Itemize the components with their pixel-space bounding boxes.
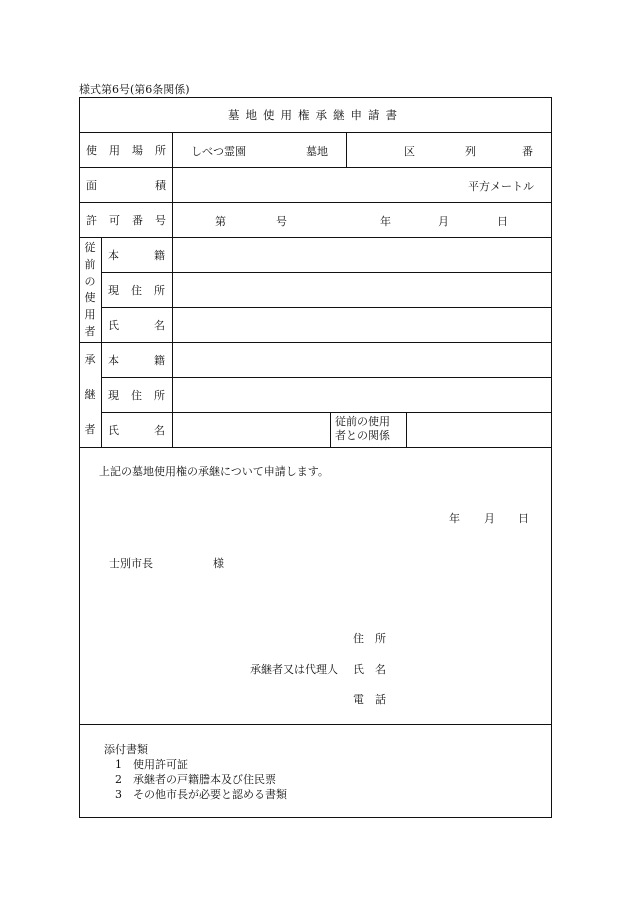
rule-relation-left xyxy=(330,412,331,447)
label-char: 氏 xyxy=(108,318,119,332)
cemetery-name: しべつ霊園 xyxy=(191,145,246,158)
label-char: 名 xyxy=(154,423,165,437)
permit-label-char: 番 xyxy=(132,213,143,227)
relation-label-line1: 従前の使用 xyxy=(335,415,390,428)
retsu-label: 列 xyxy=(465,145,476,158)
group-char: 使 xyxy=(84,291,96,305)
mayor-label: 士別市長 xyxy=(109,557,153,570)
attachment-item: 3 その他市長が必要と認める書類 xyxy=(115,788,287,801)
label-char: 現 xyxy=(108,283,119,297)
location-label-char: 場 xyxy=(132,143,143,157)
date-day: 日 xyxy=(518,512,529,525)
rule-succ-name xyxy=(79,447,552,448)
label-char: 名 xyxy=(154,318,165,332)
prev-address-label xyxy=(108,272,165,307)
label-char: 所 xyxy=(154,388,165,402)
rule-label-column xyxy=(172,132,173,447)
rule-location-split xyxy=(346,132,347,167)
prev-name-label xyxy=(108,307,165,342)
permit-label-char: 許 xyxy=(86,213,97,227)
rule-prev-honseki xyxy=(101,272,552,273)
rule-attachments xyxy=(79,724,552,725)
relation-label xyxy=(335,415,390,443)
label-char: 籍 xyxy=(154,248,165,262)
ku-label: 区 xyxy=(404,145,415,158)
rule-group-column xyxy=(101,237,102,447)
relation-label-line2: 者との関係 xyxy=(335,429,390,442)
attachment-item: 1 使用許可証 xyxy=(115,758,188,771)
location-label-char: 使 xyxy=(86,143,97,157)
group-char: 従 xyxy=(84,241,96,255)
date-year: 年 xyxy=(449,512,460,525)
group-char: 前 xyxy=(84,257,96,271)
label-char: 籍 xyxy=(154,353,165,367)
group-char: 者 xyxy=(84,324,96,338)
group-char: 継 xyxy=(84,387,96,401)
group-char: 者 xyxy=(84,422,96,436)
label-char: 住 xyxy=(131,283,142,297)
permit-year: 年 xyxy=(380,215,391,228)
location-label xyxy=(86,132,166,167)
succ-address-label xyxy=(108,377,165,412)
label-char: 所 xyxy=(154,283,165,297)
applicant-name-label: 氏 名 xyxy=(353,663,386,676)
permit-go: 号 xyxy=(276,215,287,228)
rule-relation-right xyxy=(406,412,407,447)
applicant-phone-label: 電 話 xyxy=(353,693,386,706)
rule-succ-honseki xyxy=(101,377,552,378)
form-code: 様式第6号(第6条関係) xyxy=(79,83,190,96)
permit-day: 日 xyxy=(497,215,508,228)
succ-name-label xyxy=(108,412,165,447)
succ-honseki-label xyxy=(108,342,165,377)
area-label-char: 積 xyxy=(155,178,166,192)
label-char: 住 xyxy=(131,388,142,402)
area-label xyxy=(86,167,166,202)
permit-label-char: 号 xyxy=(155,213,166,227)
previous-user-group-label xyxy=(79,240,101,340)
area-label-char: 面 xyxy=(86,178,97,192)
permit-month: 月 xyxy=(438,215,449,228)
prev-honseki-label xyxy=(108,237,165,272)
location-label-char: 用 xyxy=(109,143,120,157)
area-unit: 平方メートル xyxy=(468,180,534,193)
date-month: 月 xyxy=(484,512,495,525)
attachment-item: 2 承継者の戸籍謄本及び住民票 xyxy=(115,773,276,786)
group-char: 承 xyxy=(84,352,96,366)
label-char: 本 xyxy=(108,353,119,367)
permit-label xyxy=(86,202,166,237)
rule-succ-address xyxy=(101,412,552,413)
group-char: の xyxy=(84,274,96,288)
applicant-role-label: 承継者又は代理人 xyxy=(250,663,338,676)
successor-group-label xyxy=(79,342,101,447)
permit-dai: 第 xyxy=(215,215,226,228)
applicant-address-label: 住 所 xyxy=(353,632,386,645)
attachments-heading: 添付書類 xyxy=(104,743,148,756)
label-char: 現 xyxy=(108,388,119,402)
bochi-label: 墓地 xyxy=(306,145,328,158)
group-char: 用 xyxy=(84,307,96,321)
location-label-char: 所 xyxy=(155,143,166,157)
label-char: 本 xyxy=(108,248,119,262)
label-char: 氏 xyxy=(108,423,119,437)
sama-label: 様 xyxy=(213,557,224,570)
rule-prev-address xyxy=(101,307,552,308)
permit-label-char: 可 xyxy=(109,213,120,227)
form-title: 墓地使用権承継申請書 xyxy=(228,107,403,122)
ban-label: 番 xyxy=(522,145,533,158)
statement: 上記の墓地使用権の承継について申請します。 xyxy=(99,465,329,478)
